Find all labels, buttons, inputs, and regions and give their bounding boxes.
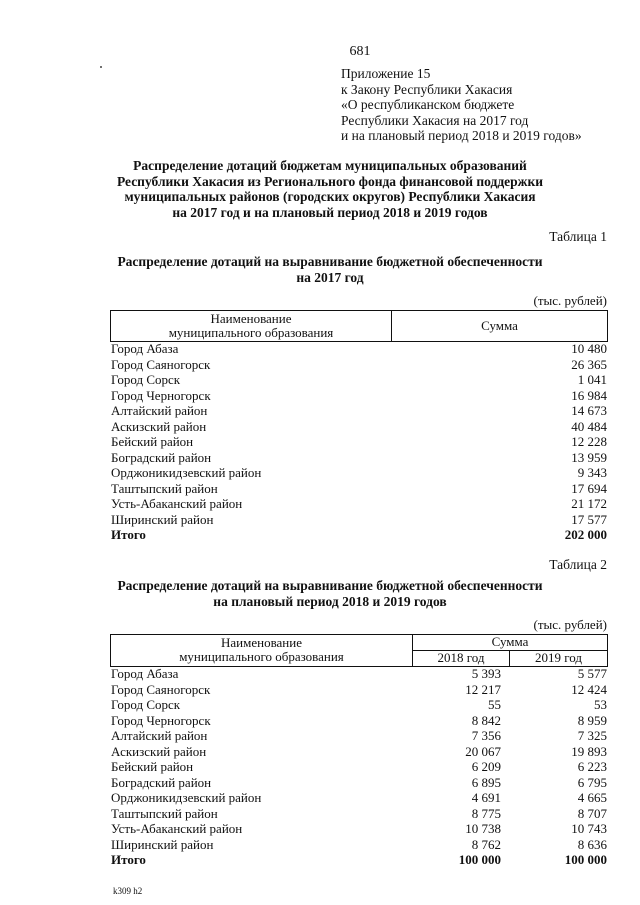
municipality-name: Ширинский район — [111, 836, 214, 852]
table1-title-line: на 2017 год — [296, 269, 364, 285]
sum-2018-value: 5 393 — [471, 666, 501, 681]
table-row — [111, 744, 607, 760]
sum-2019-value: 6 223 — [577, 759, 607, 774]
appendix-line: Приложение 15 — [341, 66, 431, 81]
municipality-name: Город Саяногорск — [111, 356, 211, 372]
table-row — [111, 775, 607, 791]
sum-value: 21 172 — [571, 496, 607, 511]
table-row — [111, 806, 607, 822]
sum-2018-value: 55 — [488, 697, 501, 712]
total-label: Итого — [111, 527, 146, 542]
sum-value: 40 484 — [571, 418, 607, 434]
table-row — [111, 821, 607, 837]
sum-2018-value: 8 842 — [471, 712, 501, 728]
table1-header — [110, 310, 608, 342]
table-row — [111, 388, 607, 404]
table-row — [111, 357, 607, 373]
total-label: Итого — [111, 852, 146, 867]
table-row — [111, 341, 607, 357]
municipality-name: Орджоникидзевский район — [111, 790, 262, 805]
sum-2019-value: 8 636 — [577, 836, 607, 852]
title-line: муниципальных районов (городских округов) Республики Хакасия — [124, 189, 536, 204]
scan-speck — [100, 66, 102, 68]
municipality-name: Боградский район — [111, 449, 212, 465]
municipality-name: Город Черногорск — [111, 712, 211, 728]
sum-2019-value: 53 — [594, 697, 607, 712]
sum-2018-value: 8 762 — [471, 836, 501, 852]
sum-value: 17 577 — [571, 511, 607, 527]
header-name-line: Наименование — [210, 311, 292, 326]
table-row — [111, 450, 607, 466]
sum-2019-value: 10 743 — [571, 821, 607, 836]
appendix-block — [341, 66, 582, 144]
sum-2018-value: 7 356 — [471, 728, 501, 743]
table-row — [111, 790, 607, 806]
table2-title-line: на плановый период 2018 и 2019 годов — [213, 593, 447, 609]
appendix-line: к Закону Республики Хакасия — [341, 81, 513, 97]
table2-total-row — [111, 852, 607, 868]
sum-value: 14 673 — [571, 403, 607, 418]
municipality-name: Таштыпский район — [111, 480, 218, 496]
sum-value: 10 480 — [571, 341, 607, 356]
table2-header-name — [111, 636, 412, 664]
sum-value: 12 228 — [571, 434, 607, 449]
table-row — [111, 759, 607, 775]
municipality-name: Усть-Абаканский район — [111, 821, 243, 836]
sum-2019-value: 8 959 — [577, 712, 607, 728]
sum-value: 1 041 — [577, 372, 607, 387]
document-title — [60, 158, 600, 220]
appendix-line: Республики Хакасия на 2017 год — [341, 112, 529, 128]
table2-title — [60, 578, 600, 609]
table-row — [111, 403, 607, 419]
appendix-line: «О республиканском бюджете — [341, 97, 515, 112]
sum-value: 9 343 — [577, 465, 607, 480]
municipality-name: Аскизский район — [111, 418, 207, 434]
sum-2019-value: 5 577 — [577, 666, 607, 681]
table-row — [111, 372, 607, 388]
table-row — [111, 682, 607, 698]
table2-units: (тыс. рублей) — [533, 617, 607, 632]
sum-2019-value: 4 665 — [577, 790, 607, 805]
sum-value: 26 365 — [571, 356, 607, 372]
sum-2018-value: 10 738 — [465, 821, 501, 836]
municipality-name: Бейский район — [111, 434, 194, 449]
municipality-name: Алтайский район — [111, 403, 208, 418]
table1-units: (тыс. рублей) — [533, 293, 607, 308]
table-row — [111, 666, 607, 682]
municipality-name: Боградский район — [111, 774, 212, 790]
table2-header-2019: 2019 год — [535, 650, 582, 665]
table-row — [111, 713, 607, 729]
table1-title — [60, 254, 600, 285]
table-row — [111, 697, 607, 713]
sum-2018-value: 6 895 — [471, 774, 501, 790]
table1-title-line: Распределение дотаций на выравнивание бюджетной обеспеченности — [117, 254, 543, 269]
table-row — [111, 434, 607, 450]
total-value: 202 000 — [564, 527, 607, 542]
title-line: Республики Хакасия из Регионального фонда финансовой поддержки — [116, 173, 544, 189]
sum-2018-value: 4 691 — [471, 790, 501, 805]
municipality-name: Город Сорск — [111, 697, 181, 712]
table2-header-sum: Сумма — [491, 634, 529, 649]
table-row — [111, 512, 607, 528]
table-row — [111, 465, 607, 481]
header-name-line: Наименование — [221, 635, 302, 650]
municipality-name: Город Абаза — [111, 666, 179, 681]
table2-title-line: Распределение дотаций на выравнивание бюджетной обеспеченности — [117, 578, 543, 593]
table-row — [111, 419, 607, 435]
table-row — [111, 496, 607, 512]
total-2019-value: 100 000 — [564, 852, 607, 867]
title-line: Распределение дотаций бюджетам муниципальных образований — [133, 158, 527, 173]
table2-header — [110, 634, 608, 667]
municipality-name: Таштыпский район — [111, 805, 218, 821]
municipality-name: Город Абаза — [111, 341, 179, 356]
sum-2018-value: 20 067 — [465, 743, 501, 759]
municipality-name: Город Черногорск — [111, 387, 211, 403]
table1-header-name — [111, 312, 391, 340]
municipality-name: Город Сорск — [111, 372, 181, 387]
municipality-name: Усть-Абаканский район — [111, 496, 243, 511]
sum-value: 16 984 — [571, 387, 607, 403]
sum-2019-value: 6 795 — [577, 774, 607, 790]
sum-2018-value: 12 217 — [465, 681, 501, 697]
sum-2019-value: 12 424 — [571, 681, 607, 697]
sum-2018-value: 8 775 — [471, 805, 501, 821]
municipality-name: Аскизский район — [111, 743, 207, 759]
table-row — [111, 728, 607, 744]
municipality-name: Орджоникидзевский район — [111, 465, 262, 480]
sum-2019-value: 8 707 — [577, 805, 607, 821]
header-name-line: муниципального образования — [168, 325, 334, 340]
table1-total-row — [111, 527, 607, 543]
appendix-line: и на плановый период 2018 и 2019 годов» — [341, 128, 582, 143]
municipality-name: Бейский район — [111, 759, 194, 774]
table1-header-sum: Сумма — [481, 318, 518, 333]
table2-label: Таблица 2 — [549, 557, 607, 572]
sum-value: 13 959 — [571, 449, 607, 465]
table-row — [111, 837, 607, 853]
header-name-line: муниципального образования — [179, 649, 344, 664]
municipality-name: Город Саяногорск — [111, 681, 211, 697]
page-number: 681 — [349, 44, 371, 59]
table1-label: Таблица 1 — [549, 229, 607, 244]
sum-value: 17 694 — [571, 480, 607, 496]
title-line: на 2017 год и на плановый период 2018 и 2019 годов — [172, 204, 488, 220]
sum-2019-value: 7 325 — [577, 728, 607, 743]
sum-2018-value: 6 209 — [471, 759, 501, 774]
footer-code: k309 h2 — [113, 886, 143, 896]
total-2018-value: 100 000 — [458, 852, 501, 867]
table2-header-2018: 2018 год — [437, 650, 485, 665]
municipality-name: Алтайский район — [111, 728, 208, 743]
sum-2019-value: 19 893 — [571, 743, 607, 759]
municipality-name: Ширинский район — [111, 511, 214, 527]
table-row — [111, 481, 607, 497]
